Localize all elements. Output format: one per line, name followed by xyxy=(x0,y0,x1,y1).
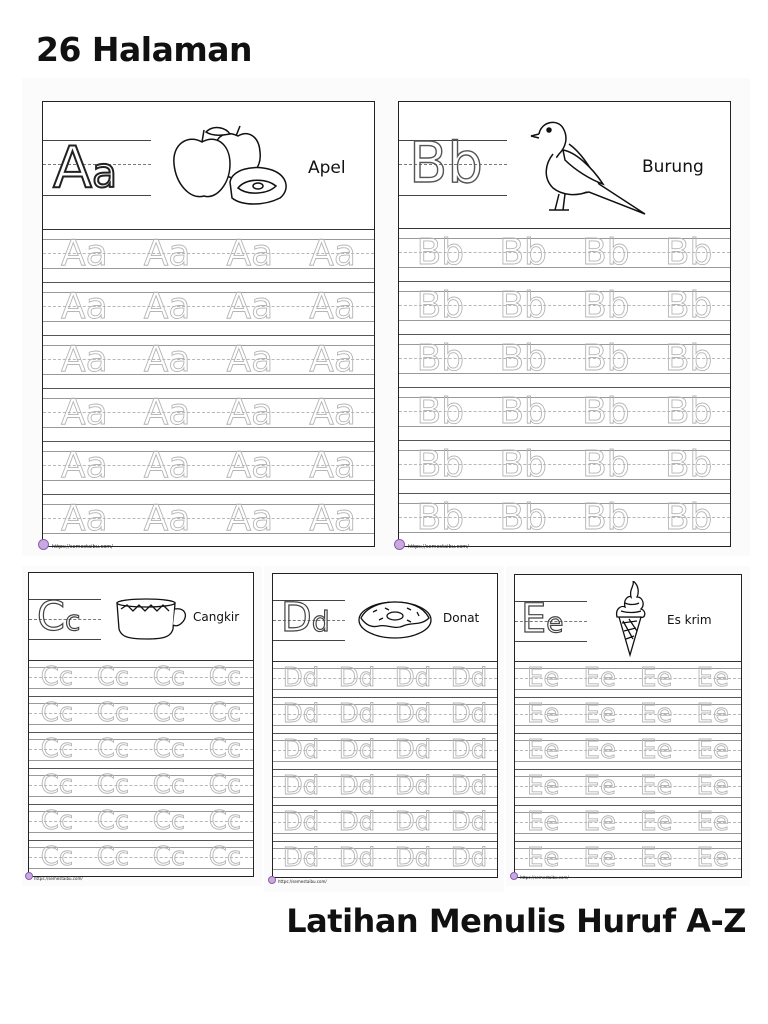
featured-letter-pair: Dd xyxy=(281,595,330,641)
worksheet-a xyxy=(22,78,382,556)
worksheet-frame xyxy=(28,572,254,877)
footer-title: Latihan Menulis Huruf A-Z xyxy=(286,902,746,940)
trace-rows: Cc Cc Cc Cc Cc Cc Cc Cc Cc Cc Cc Cc Cc Cc Cc Cc Cc Cc Cc Cc Cc Cc Cc Cc xyxy=(29,661,253,876)
picture-word: Cangkir xyxy=(193,610,240,624)
worksheet-header xyxy=(273,574,497,662)
source-url: https://semestaibu.com/ xyxy=(278,879,327,884)
source-url: https://semestaibu.com/ xyxy=(52,544,113,550)
worksheet-header xyxy=(515,575,741,662)
worksheet-frame xyxy=(398,101,731,547)
worksheet-b xyxy=(378,78,750,556)
apple-illustration xyxy=(168,122,293,210)
featured-letter-pair: Cc xyxy=(37,594,81,640)
bird-illustration xyxy=(529,114,649,218)
picture-word: Es krim xyxy=(667,613,712,627)
worksheet-header xyxy=(399,102,730,229)
worksheet-frame xyxy=(42,101,375,547)
site-logo-icon xyxy=(38,539,49,550)
worksheet-header xyxy=(29,573,253,661)
featured-letter-pair: Aa xyxy=(53,135,118,201)
site-logo-icon xyxy=(394,539,405,550)
cup-illustration xyxy=(113,595,189,641)
source-url: https://semestaibu.com/ xyxy=(34,876,83,881)
page-heading: 26 Halaman xyxy=(36,30,253,69)
featured-letter-pair: Bb xyxy=(409,131,483,196)
worksheet-frame xyxy=(514,574,742,878)
donut-illustration xyxy=(357,596,433,640)
trace-rows: Aa Aa Aa Aa Aa Aa Aa Aa Aa Aa Aa Aa Aa Aa Aa Aa Aa Aa Aa Aa Aa Aa Aa Aa xyxy=(43,230,374,546)
worksheet-frame xyxy=(272,573,498,878)
site-logo-icon xyxy=(25,872,33,880)
trace-rows: Ee Ee Ee Ee Ee Ee Ee Ee Ee Ee Ee Ee Ee Ee Ee Ee Ee Ee Ee Ee Ee Ee Ee Ee xyxy=(515,662,741,877)
picture-word: Donat xyxy=(443,611,480,625)
worksheet-e xyxy=(506,566,750,886)
picture-word: Burung xyxy=(642,157,704,177)
ice-cream-illustration xyxy=(613,581,647,657)
trace-rows: Dd Dd Dd Dd Dd Dd Dd Dd Dd Dd Dd Dd Dd Dd Dd Dd Dd Dd Dd Dd Dd Dd Dd Dd xyxy=(273,662,497,877)
picture-word: Apel xyxy=(308,158,346,178)
worksheet-d xyxy=(264,566,504,892)
source-url: https://semestaibu.com/ xyxy=(520,875,569,880)
worksheet-header xyxy=(43,102,374,230)
worksheet-c xyxy=(22,566,262,886)
trace-rows: Bb Bb Bb Bb Bb Bb Bb Bb Bb Bb Bb Bb Bb Bb Bb Bb Bb Bb Bb Bb Bb Bb Bb Bb xyxy=(399,229,730,546)
featured-letter-pair: Ee xyxy=(521,596,564,642)
source-url: https://semestaibu.com/ xyxy=(408,544,469,550)
site-logo-icon xyxy=(268,876,276,884)
site-logo-icon xyxy=(510,872,518,880)
